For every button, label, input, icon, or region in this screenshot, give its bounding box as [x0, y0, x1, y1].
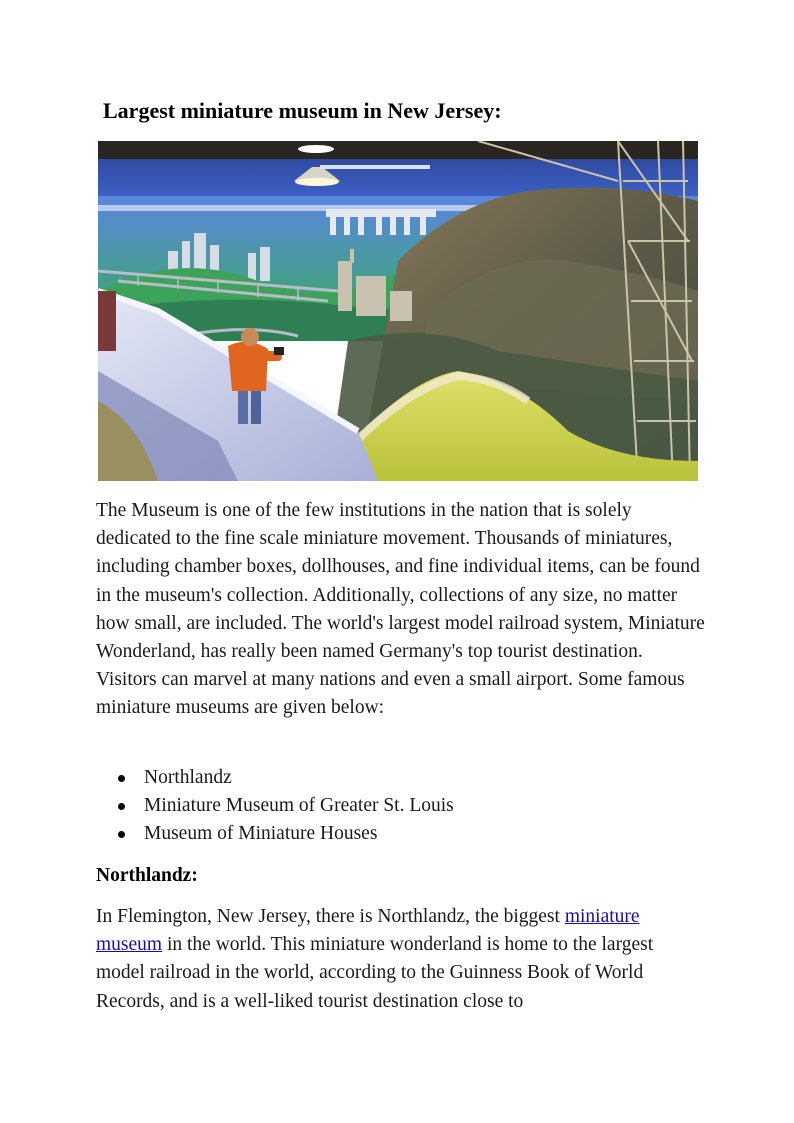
bullet-icon [118, 803, 125, 810]
model-railroad-photo-icon [98, 141, 698, 481]
northlandz-paragraph: In Flemington, New Jersey, there is Northlandz, the biggest miniature museum in the world. This miniature wonderland is home to the largest model railroad in the world, according to the Guinness Book of World Records, and is a well-liked tourist destination close to [96, 906, 654, 1012]
bullet-icon [118, 831, 125, 838]
list-item: Museum of Miniature Houses [96, 820, 454, 848]
miniature-museum-link[interactable]: miniature museum [96, 906, 640, 956]
section-heading: Northlandz: [96, 865, 198, 886]
list-item: Miniature Museum of Greater St. Louis [96, 792, 454, 820]
museum-list [96, 764, 454, 849]
bullet-icon [118, 775, 125, 782]
page-title: Largest miniature museum in New Jersey: [103, 98, 502, 123]
hero-image [98, 141, 698, 481]
intro-paragraph: The Museum is one of the few institutions in the nation that is solely dedicated to the fine scale miniature movement. Thousands of miniatures, including chamber boxes, dollhouses, and fine individual items, can be found in the museum's collection. Additionally, collections of any size, no matter how small, are included. The world's largest model railroad system, Miniature Wonderland, has really been named Germany's top tourist destination. Visitors can marvel at many nations and even a small airport. Some famous miniature museums are given below: [96, 500, 705, 719]
list-item: Northlandz [96, 764, 454, 792]
